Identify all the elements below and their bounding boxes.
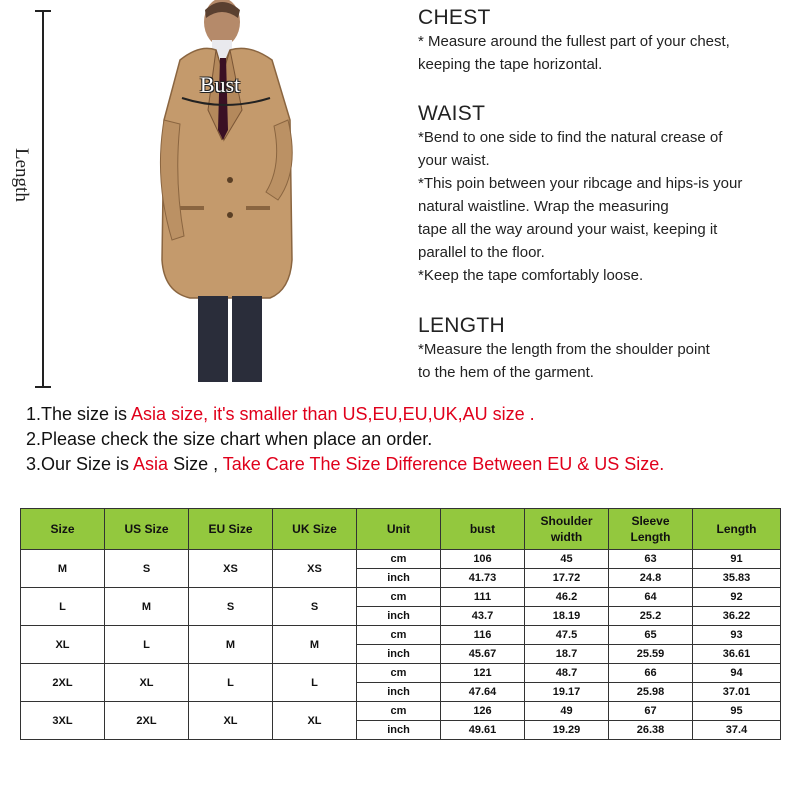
cell-uk-size: XS [273,550,357,588]
cell-us-size: M [105,588,189,626]
table-row [21,626,781,645]
cell-sleeve: 64 [609,588,693,607]
header-uk-size: UK Size [273,509,357,550]
cell-sleeve: 65 [609,626,693,645]
cell-shoulder: 19.29 [525,721,609,740]
note-3-prefix: 3.Our Size is [26,454,134,474]
cell-eu-size: XS [189,550,273,588]
cell-shoulder: 19.17 [525,683,609,702]
chest-title: CHEST [418,6,491,29]
cell-bust: 106 [441,550,525,569]
cell-size: M [21,550,105,588]
note-1-prefix: 1.The size is [26,404,132,424]
waist-line-4: natural waistline. Wrap the measuring [418,198,669,215]
table-row [21,588,781,607]
cell-unit: cm [357,702,441,721]
waist-guide [418,102,798,287]
cell-shoulder: 17.72 [525,569,609,588]
cell-bust: 47.64 [441,683,525,702]
cell-uk-size: L [273,664,357,702]
table-row [21,702,781,721]
cell-bust: 49.61 [441,721,525,740]
header-us-size: US Size [105,509,189,550]
note-1 [26,402,796,427]
waist-line-5: tape all the way around your waist, keeping it [418,221,718,238]
cell-unit: cm [357,664,441,683]
cell-bust: 45.67 [441,645,525,664]
model-figure-area [0,0,400,392]
cell-bust: 116 [441,626,525,645]
cell-unit: cm [357,626,441,645]
cell-sleeve: 26.38 [609,721,693,740]
cell-unit: inch [357,607,441,626]
waist-line-2: your waist. [418,152,490,169]
cell-length: 35.83 [693,569,781,588]
cell-size: 2XL [21,664,105,702]
cell-us-size: S [105,550,189,588]
cell-bust: 126 [441,702,525,721]
cell-shoulder: 46.2 [525,588,609,607]
cell-length: 36.22 [693,607,781,626]
length-line-1: *Measure the length from the shoulder point [418,341,710,358]
cell-length: 95 [693,702,781,721]
length-marker-line [42,10,44,388]
cell-bust: 41.73 [441,569,525,588]
length-line-2: to the hem of the garment. [418,364,594,381]
cell-uk-size: S [273,588,357,626]
header-shoulder-width [525,509,609,550]
length-guide [418,314,798,384]
cell-eu-size: M [189,626,273,664]
note-3-middle: Size , [168,454,223,474]
header-sleeve-line-1: Sleeve [631,514,670,528]
cell-uk-size: M [273,626,357,664]
cell-sleeve: 25.98 [609,683,693,702]
cell-us-size: XL [105,664,189,702]
table-row [21,664,781,683]
cell-length: 94 [693,664,781,683]
header-eu-size: EU Size [189,509,273,550]
cell-unit: inch [357,569,441,588]
waist-line-6: parallel to the floor. [418,244,545,261]
cell-unit: cm [357,550,441,569]
note-3 [26,452,796,477]
length-title: LENGTH [418,314,505,337]
header-sleeve-line-2: Length [630,530,671,544]
header-sleeve-length [609,509,693,550]
table-row [21,550,781,569]
header-size: Size [21,509,105,550]
table-header-row [21,509,781,550]
waist-line-7: *Keep the tape comfortably loose. [418,267,644,284]
cell-bust: 111 [441,588,525,607]
cell-shoulder: 18.19 [525,607,609,626]
header-shoulder-line-2: width [550,530,583,544]
model-coat-illustration [150,0,320,385]
length-label: Length [11,148,32,202]
note-2: 2.Please check the size chart when place an order. [26,429,433,449]
chest-line-1: * Measure around the fullest part of your chest, [418,33,730,50]
cell-unit: cm [357,588,441,607]
cell-unit: inch [357,645,441,664]
cell-length: 37.4 [693,721,781,740]
size-notes [26,402,796,477]
chest-line-2: keeping the tape horizontal. [418,56,603,73]
waist-line-3: *This poin between your ribcage and hips-is your [418,175,743,192]
cell-length: 93 [693,626,781,645]
cell-shoulder: 45 [525,550,609,569]
cell-unit: inch [357,683,441,702]
cell-length: 92 [693,588,781,607]
waist-title: WAIST [418,102,486,125]
note-1-highlight: Asia size, it's smaller than US,EU,EU,UK,AU size . [131,404,535,424]
header-shoulder-line-1: Shoulder [540,514,593,528]
cell-eu-size: S [189,588,273,626]
cell-eu-size: L [189,664,273,702]
cell-eu-size: XL [189,702,273,740]
cell-sleeve: 63 [609,550,693,569]
cell-sleeve: 24.8 [609,569,693,588]
cell-size: 3XL [21,702,105,740]
cell-us-size: L [105,626,189,664]
cell-length: 37.01 [693,683,781,702]
size-chart-table [20,508,781,740]
cell-us-size: 2XL [105,702,189,740]
cell-shoulder: 18.7 [525,645,609,664]
cell-sleeve: 25.59 [609,645,693,664]
cell-bust: 121 [441,664,525,683]
cell-shoulder: 47.5 [525,626,609,645]
cell-size: L [21,588,105,626]
note-3-highlight-warning: Take Care The Size Difference Between EU & US Size. [222,454,665,474]
header-unit: Unit [357,509,441,550]
cell-sleeve: 66 [609,664,693,683]
cell-size: XL [21,626,105,664]
chest-guide [418,6,798,76]
cell-bust: 43.7 [441,607,525,626]
cell-sleeve: 25.2 [609,607,693,626]
cell-length: 36.61 [693,645,781,664]
note-3-highlight-asia: Asia [133,454,169,474]
bust-label: Bust [199,72,241,97]
cell-uk-size: XL [273,702,357,740]
cell-unit: inch [357,721,441,740]
waist-line-1: *Bend to one side to find the natural crease of [418,129,723,146]
length-marker-bottom [35,386,51,388]
cell-shoulder: 48.7 [525,664,609,683]
cell-sleeve: 67 [609,702,693,721]
cell-shoulder: 49 [525,702,609,721]
header-bust: bust [441,509,525,550]
cell-length: 91 [693,550,781,569]
header-length: Length [693,509,781,550]
